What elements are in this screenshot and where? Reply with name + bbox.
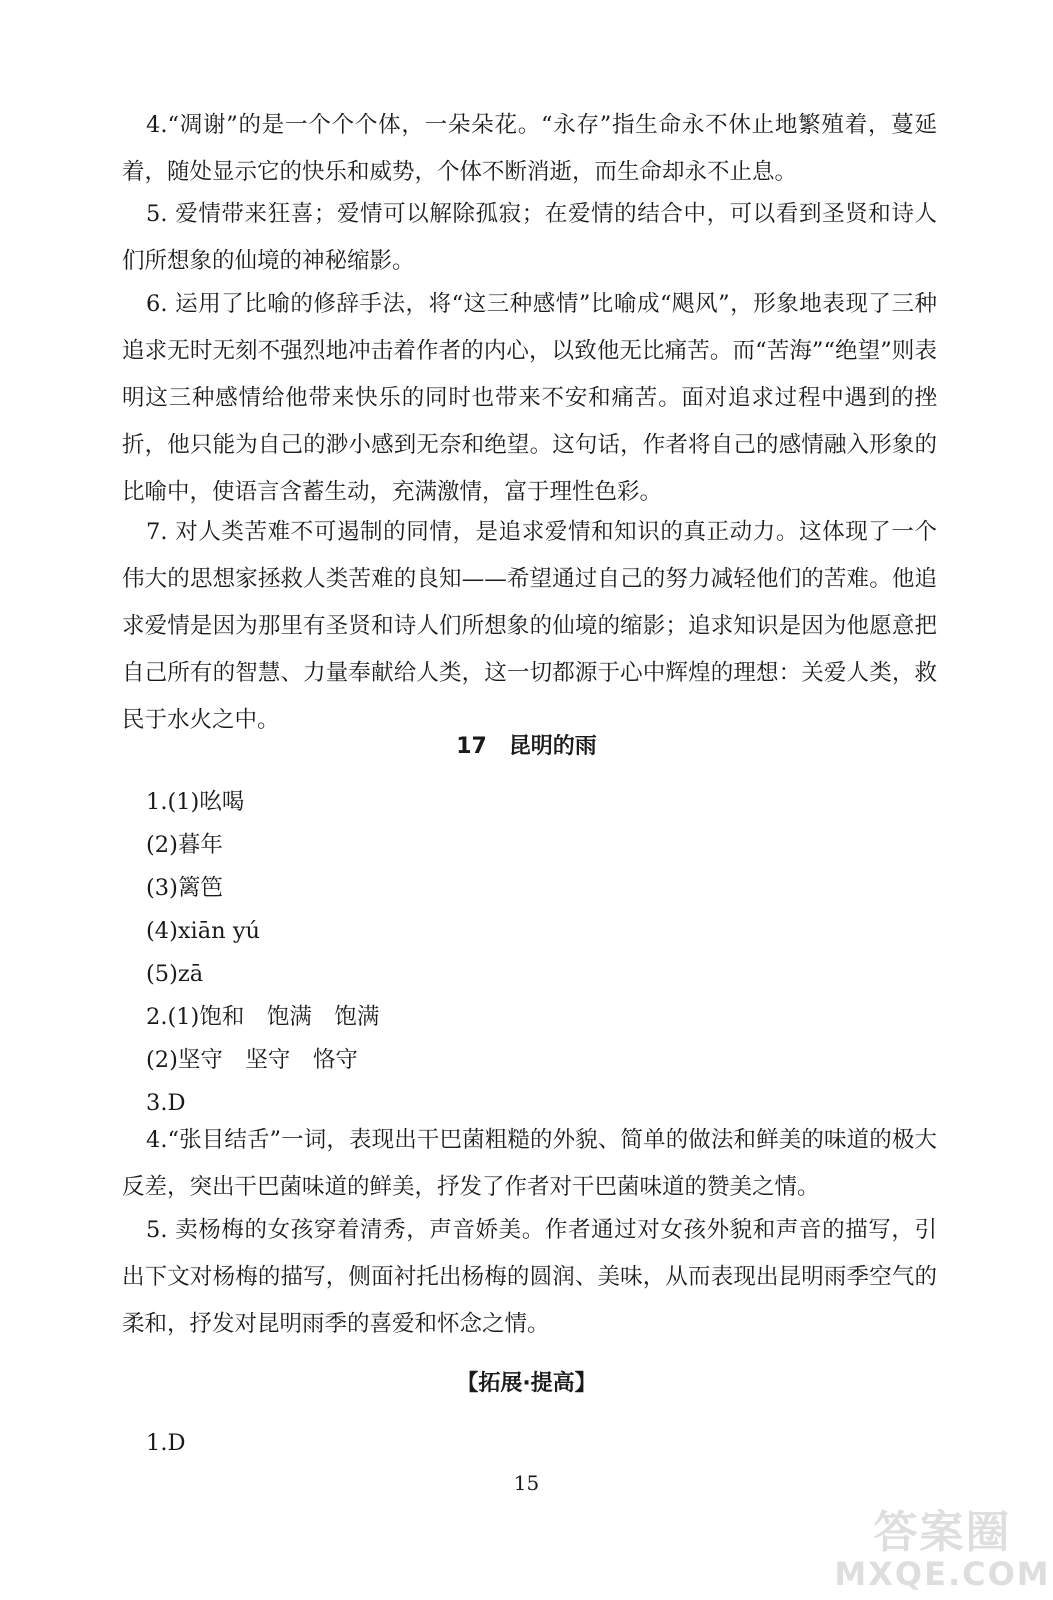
answer-paragraph-5: 5. 爱情带来狂喜；爱情可以解除孤寂；在爱情的结合中，可以看到圣贤和诗人们所想象的仙境的神秘缩影。 — [122, 201, 937, 274]
watermark-logo — [834, 1500, 1051, 1593]
short-answer-1-2: (2)暮年 — [146, 832, 223, 858]
section-title: 17 昆明的雨 — [456, 734, 597, 759]
short-answer-2-1: 2.(1)饱和 饱满 饱满 — [146, 1004, 380, 1030]
short-answer-1-3: (3)篱笆 — [146, 875, 223, 901]
answer-paragraph-b5: 5. 卖杨梅的女孩穿着清秀，声音娇美。作者通过对女孩外貌和声音的描写，引出下文对杨梅的描写，侧面衬托出杨梅的圆润、美味，从而表现出昆明雨季空气的柔和，抒发对昆明雨季的喜爱和怀念之情。 — [122, 1217, 937, 1337]
short-answer-2-2: (2)坚守 坚守 恪守 — [146, 1047, 358, 1073]
short-answer-1-1: 1.(1)吆喝 — [146, 789, 245, 815]
page-number: 15 — [513, 1471, 540, 1495]
answer-paragraph-4: 4.“凋谢”的是一个个个体，一朵朵花。“永存”指生命永不休止地繁殖着，蔓延着，随处显示它的快乐和威势，个体不断消逝，而生命却永不止息。 — [122, 112, 937, 185]
answer-paragraph-6: 6. 运用了比喻的修辞手法，将“这三种感情”比喻成“飓风”，形象地表现了三种追求无时无刻不强烈地冲击着作者的内心，以致他无比痛苦。而“苦海”“绝望”则表明这三种感情给他带来快乐的同时也带来不安和痛苦。面对追求过程中遇到的挫折，他只能为自己的渺小感到无奈和绝望。这句话，作者将自己的感情融入形象的比喻中，使语言含蓄生动，充满激情，富于理性色彩。 — [122, 291, 937, 505]
answer-paragraph-7: 7. 对人类苦难不可遏制的同情，是追求爱情和知识的真正动力。这体现了一个伟大的思想家拯救人类苦难的良知——希望通过自己的努力减轻他们的苦难。他追求爱情是因为那里有圣贤和诗人们所想象的仙境的缩影；追求知识是因为他愿意把自己所有的智慧、力量奉献给人类，这一切都源于心中辉煌的理想：关爱人类，救民于水火之中。 — [122, 519, 937, 733]
answer-paragraph-b4: 4.“张目结舌”一词，表现出干巴菌粗糙的外貌、简单的做法和鲜美的味道的极大反差，突出干巴菌味道的鲜美，抒发了作者对干巴菌味道的赞美之情。 — [122, 1127, 937, 1200]
short-answer-3: 3.D — [146, 1090, 186, 1116]
short-answer-1-4: (4)xiān yú — [146, 918, 261, 944]
watermark-text-top: 答案圈 — [873, 1507, 1012, 1558]
short-answer-1-5: (5)zā — [146, 961, 204, 987]
extension-answer-1: 1.D — [146, 1430, 186, 1456]
watermark-text-bottom: MXQE.COM — [834, 1555, 1051, 1593]
extension-title: 【拓展·提高】 — [456, 1371, 597, 1396]
